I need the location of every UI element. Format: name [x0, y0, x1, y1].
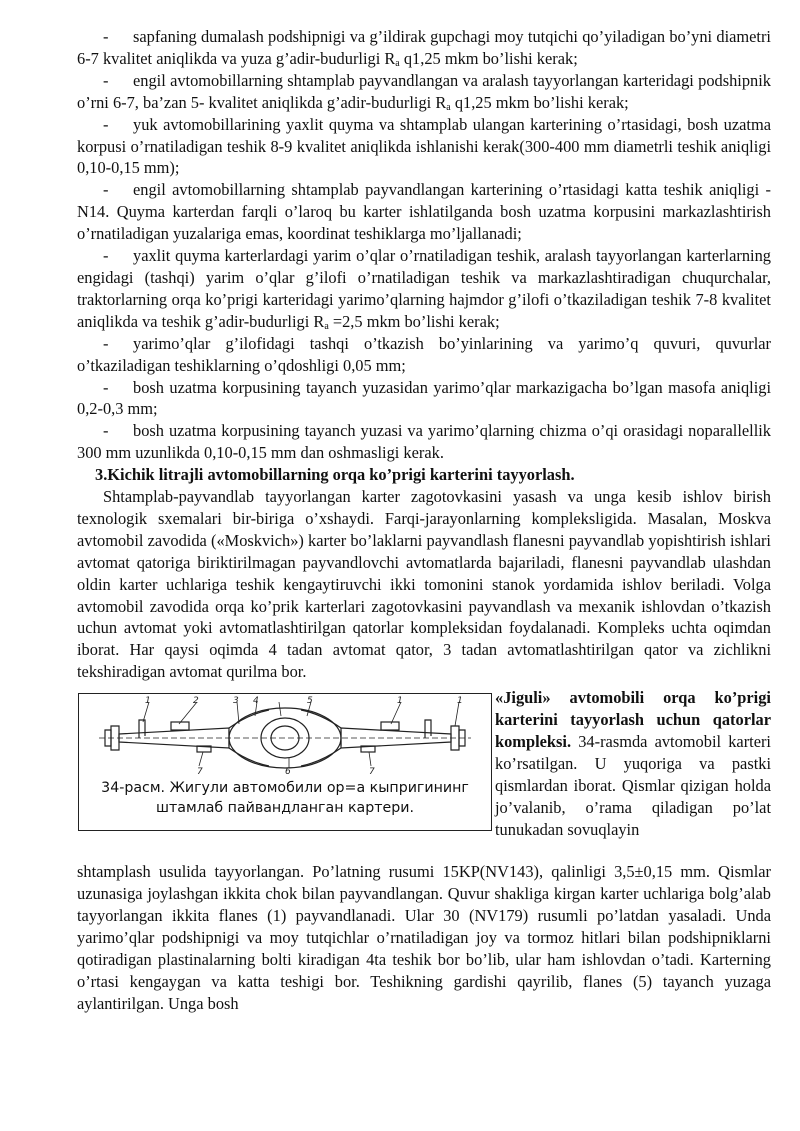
callout-label: 6	[285, 767, 291, 775]
bullet-text: sapfaning dumalash podshipnigi va g’ildirak gupchagi moy tutqichi qo’yiladigan bo’yni diametri 6-7 kvalitet aniqlikda va yuza g’adir-budurligi R	[77, 27, 771, 68]
callout-label: 4	[253, 696, 259, 707]
document-page	[77, 26, 771, 1015]
bullet-dash: -	[103, 377, 109, 397]
subscript: a	[324, 320, 329, 332]
subscript: a	[446, 101, 451, 113]
bullet-text-tail: q1,25 mkm bo’lishi kerak;	[450, 92, 629, 112]
bullet-text-tail: =2,5 mkm bo’lishi kerak;	[328, 311, 500, 331]
bullet-dash: -	[103, 333, 109, 353]
bullet-text: bosh uzatma korpusining tayanch yuzasi va yarimo’qlarning chizma o’qi orasidagi noparallellik 300 mm uzunlikda 0,10-0,15 mm dan oshmasligi kerak.	[77, 421, 771, 463]
axle-housing-drawing	[79, 694, 491, 774]
bullet-dash: -	[103, 114, 109, 134]
bullet-dash: -	[103, 27, 109, 46]
callout-label: 1	[145, 696, 151, 707]
callout-label: 1	[457, 696, 463, 707]
side-text-rest: 34-rasmda avtomobil karteri ko’rsatilgan. U yuqoriga va pastki qismlardan iborat. Qismlar qizigan holda jo’valanib, o’rama qiladigan po’lat tunukadan sovuqlayin	[495, 732, 771, 839]
caption-line: 34-расм. Жигули автомобили ор=а кыпригининг	[101, 780, 469, 797]
figure-caption	[79, 778, 491, 818]
callout-label: 3	[233, 696, 239, 707]
bullet-dash: -	[103, 421, 109, 441]
callout-label: 2	[193, 696, 199, 707]
side-bold-lead: «Jiguli» avtomobili orqa ko’prigi karterini tayyorlash uchun qatorlar kompleksi.	[495, 688, 771, 751]
bullet-item	[77, 70, 771, 114]
figure-frame	[78, 693, 492, 831]
subscript: a	[395, 57, 400, 69]
bullet-dash: -	[103, 70, 109, 90]
bullet-dash: -	[103, 180, 109, 200]
side-paragraph	[495, 687, 771, 840]
bullet-text-tail: q1,25 mkm bo’lishi kerak;	[399, 48, 578, 68]
bullet-item	[77, 377, 771, 421]
bullet-item	[77, 333, 771, 377]
section-heading: 3.Kichik litrajli avtomobillarning orqa ko’prigi karterini tayyorlash.	[95, 465, 575, 485]
callout-label: 7	[197, 767, 203, 775]
bullet-text: engil avtomobillarning shtamplab payvandlangan va aralash tayyorlangan karteridagi podshipnik o’rni 6-7, ba’zan 5- kvalitet aniqlikda g’adir-budurligi R	[77, 70, 771, 112]
final-paragraph: shtamplash usulida tayyorlangan. Po’latning rusumi 15KP(NV143), qalinligi 3,5±0,15 mm. Qismlar uzunasiga joylashgan ikkita chok bilan payvandlangan. Quvur shakliga kirgan karter uchlariga bolg’alab tayyorlangan ikkita flanes (1) payvandlanadi. Ular 30 (NV179) rusumli po’latdan yasaladi. Unda yarimo’qlar podshipnigi va moy tutqichlar o’rnatiladigan joy va tormoz hitlari bilan podshipniklarni qotiradigan plastinalarning bolti kiradigan 4ta teshik bor bo’lib, ular ham ishlovdan o’tadi. Karterning o’rtasi kengaygan va katta teshigi bor. Teshikning gardishi qayrilib, flanes (5) tayanch yuzaga aylantirilgan. Unga bosh	[77, 862, 771, 1013]
body-paragraph: Shtamplab-payvandlab tayyorlangan karter zagotovkasini yasash va unga kesib ishlov birish texnologik sxemalari bir-biriga o’xshaydi. Farqi-jarayonlarning kompleksligida. Masalan, Moskva avtomobil zavodida («Moskvich») karter bo’laklarni payvandlash flanesni payvandlab yopishtirish ishlari avtomat qatoriga biriktirilmagan payvandlovchi avtomatlarda bajariladi, flanesni payvandlab ulashdan oldin karter uchlariga teshik kengaytiruvchi ikki tomonini stanok yordamida ishlov beriladi. Volga avtomobil zavodida orqa ko’prik karterlari zagotovkasini payvandlash va mexanik ishlovdan o’tkazish uchun avtomat yoki avtomatlashtirilgan qatorlar kompleksidan foydalanadi. Kompleks uchta oqimdan iborat. Har qaysi oqimda 4 tadan avtomat qator, 3 tadan avtomatlashtirilgan qator va zichlikni tekshiradigan avtomat qurilma bor.	[77, 487, 771, 682]
bullet-text: engil avtomobillarning shtamplab payvandlangan karterining o’rtasidagi katta teshik aniqligi - N14. Quyma karterdan farqli o’laroq bu karter ishlatilganda bosh uzatma korpusini markazlashtirish o’rnatiladigan yuzalariga emas, koordinat teshiklarga mo’ljallanadi;	[77, 180, 771, 244]
bullet-text: bosh uzatma korpusining tayanch yuzasidan yarimo’qlar markazigacha bo’lgan masofa aniqligi 0,2-0,3 mm;	[77, 377, 771, 419]
bullet-item	[77, 245, 771, 333]
bullet-item	[77, 179, 771, 245]
figure-row	[77, 687, 771, 863]
bullet-text: yarimo’qlar g’ilofidagi tashqi o’tkazish bo’yinlarining va yarimo’q quvuri, quvurlar o’tkaziladigan teshiklarning o’qdoshligi 0,05 mm;	[77, 333, 771, 375]
bullet-item	[77, 420, 771, 464]
bullet-item	[77, 26, 771, 70]
callout-label: 1	[397, 696, 403, 707]
bullet-item	[77, 114, 771, 180]
bullet-text: yaxlit quyma karterlardagi yarim o’qlar o’rnatiladigan teshik, aralash tayyorlangan karterlarning engidagi (tashqi) yarim o’qlar g’ilofi o’rnatiladigan teshik va markazlashtiradigan chuqurchalar, traktorlarning orqa ko’prigi karteridagi yarimo’qlarning hajmdor g’ilofi o’tkaziladigan teshik 7-8 kvalitet aniqlikda va teshik g’adir-budurligi R	[77, 246, 771, 331]
caption-line: штамлаб пайвандланган картери.	[156, 800, 414, 817]
bullet-dash: -	[103, 246, 109, 266]
callout-label: 5	[307, 696, 313, 707]
callout-label: 7	[369, 767, 375, 775]
bullet-text: yuk avtomobillarining yaxlit quyma va shtamplab ulangan karterining o’rtasidagi, bosh uzatma korpusi o’rnatiladigan teshik 8-9 kvalitet aniqlikda ishlanishi kerak(300-400 mm diametrli teshik aniqligi 0,10-0,15 mm);	[77, 114, 771, 178]
requirements-list	[77, 26, 771, 464]
